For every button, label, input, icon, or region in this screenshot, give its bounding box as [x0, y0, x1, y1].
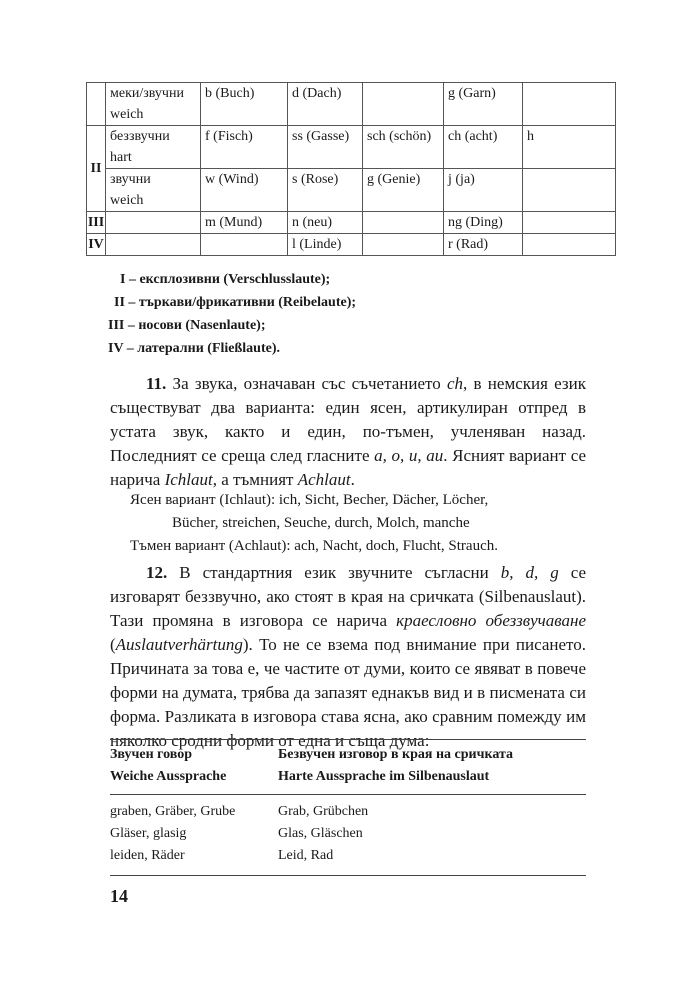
table-cell: l (Linde): [288, 234, 363, 256]
text-run: В стандартния език звучните съгласни: [167, 563, 501, 582]
table-cell: m (Mund): [201, 212, 288, 234]
text-italic: Achlaut: [297, 470, 351, 489]
page-number: 14: [110, 886, 128, 906]
table-cell: g (Genie): [363, 169, 444, 212]
legend-item: I – експлозивни (Verschlusslaute);: [120, 272, 331, 287]
table-cell: leiden, Räder: [110, 845, 278, 876]
table-cell: [363, 83, 444, 126]
row-label: [106, 234, 201, 256]
legend-item: IV – латерални (Fließlaute).: [108, 341, 280, 356]
table-row: [110, 823, 586, 845]
table-row: [110, 845, 586, 876]
text-run: За звука, означаван със съчетанието: [166, 374, 447, 393]
label-bg: меки/звучни: [110, 86, 184, 101]
legend-item: III – носови (Nasenlaute);: [108, 318, 266, 333]
text-run: (: [110, 635, 116, 654]
example-ichlaut: Ясен вариант (Ichlaut): ich, Sicht, Becher, Dächer, Löcher,: [130, 492, 489, 508]
table-cell: r (Rad): [444, 234, 523, 256]
example-achlaut: Тъмен вариант (Achlaut): ach, Nacht, doch, Flucht, Strauch.: [130, 538, 498, 554]
consonant-table: [86, 82, 616, 256]
row-label: [106, 212, 201, 234]
legend-item: II – търкави/фрикативни (Reibelaute);: [114, 295, 357, 310]
table-cell: [363, 234, 444, 256]
table-cell: g (Garn): [444, 83, 523, 126]
label-de: weich: [110, 107, 144, 122]
row-label: [106, 83, 201, 126]
text-italic: a, o, u, au: [374, 446, 444, 465]
table-cell: ch (acht): [444, 126, 523, 169]
table-cell: [523, 234, 616, 256]
table-cell: j (ja): [444, 169, 523, 212]
table-cell: ss (Gasse): [288, 126, 363, 169]
text-run: ). То не се взема под внимание при писането. Причината за това е, че частите от думи, които се явяват в повече форми на думата, трябва да запазят еднакъв вид и в писмената си форма. Разликата в изговора става ясна, ако сравним помежду им няколко сродни форми от една и съща дума:: [110, 635, 586, 750]
header-right: [278, 740, 586, 795]
comparison-table: [110, 739, 586, 876]
table-cell: Grab, Grübchen: [278, 804, 369, 819]
table-cell: [201, 234, 288, 256]
table-cell: Glas, Gläschen: [278, 826, 363, 841]
row-roman: [87, 83, 106, 126]
text-run: се изговарят беззвучно, ако стоят в края на сричката (Silbenauslaut). Тази промяна в изговора се нарича: [110, 563, 587, 630]
section-12-paragraph: [110, 561, 586, 753]
label-de: hart: [110, 150, 132, 165]
text-run: , а тъмният: [212, 470, 298, 489]
text-run: .: [350, 470, 355, 489]
table-cell: Gläser, glasig: [110, 826, 187, 841]
table-cell: h: [523, 126, 616, 169]
text-italic: краесловно обеззвучаване: [396, 611, 586, 630]
row-roman: IV: [87, 234, 106, 256]
table-row: [87, 126, 616, 169]
row-roman: II: [87, 126, 106, 212]
table-cell: [523, 169, 616, 212]
table-row: [110, 795, 586, 824]
header-text: Звучен говор: [110, 747, 193, 762]
table-cell: f (Fisch): [201, 126, 288, 169]
table-cell: w (Wind): [201, 169, 288, 212]
table-cell: sch (schön): [363, 126, 444, 169]
header-text: Weiche Aussprache: [110, 769, 227, 784]
label-de: weich: [110, 193, 144, 208]
table-cell: [363, 212, 444, 234]
table-cell: [523, 212, 616, 234]
table-row: [87, 169, 616, 212]
table-row: [87, 212, 616, 234]
table-cell: [523, 83, 616, 126]
section-number: 12.: [146, 563, 168, 582]
table-cell: b (Buch): [201, 83, 288, 126]
section-11-paragraph: [110, 372, 586, 492]
table-row: [87, 83, 616, 126]
text-italic: b, d, g: [500, 563, 559, 582]
row-roman: III: [87, 212, 106, 234]
text-italic: Auslautverhärtung: [115, 635, 243, 654]
section-number: 11.: [146, 374, 167, 393]
text-italic: ch: [446, 374, 464, 393]
text-run: . Ясният вариант се нарича: [110, 446, 586, 489]
row-label: [106, 126, 201, 169]
table-legend: [108, 268, 356, 360]
table-cell: ng (Ding): [444, 212, 523, 234]
text-italic: Ichlaut: [164, 470, 213, 489]
header-left: [110, 740, 278, 795]
text-run: , в немския език съществуват два варианта: един ясен, артикулиран отпред в устата звук, както и един, по-тъмен, учленяван назад. Последният се среща след гласните: [110, 374, 586, 465]
table-cell: n (neu): [288, 212, 363, 234]
table-cell: graben, Gräber, Grube: [110, 804, 236, 819]
label-bg: беззвучни: [110, 129, 170, 144]
example-ichlaut-cont: Bücher, streichen, Seuche, durch, Molch, manche: [172, 515, 470, 531]
row-label: [106, 169, 201, 212]
label-bg: звучни: [110, 172, 151, 187]
header-text: Безвучен изговор в края на сричката: [278, 747, 514, 762]
header-text: Harte Aussprache im Silbenauslaut: [278, 769, 490, 784]
table-header-row: [110, 740, 586, 795]
table-cell: s (Rose): [288, 169, 363, 212]
table-row: [87, 234, 616, 256]
table-cell: Leid, Rad: [278, 845, 586, 876]
table-cell: d (Dach): [288, 83, 363, 126]
